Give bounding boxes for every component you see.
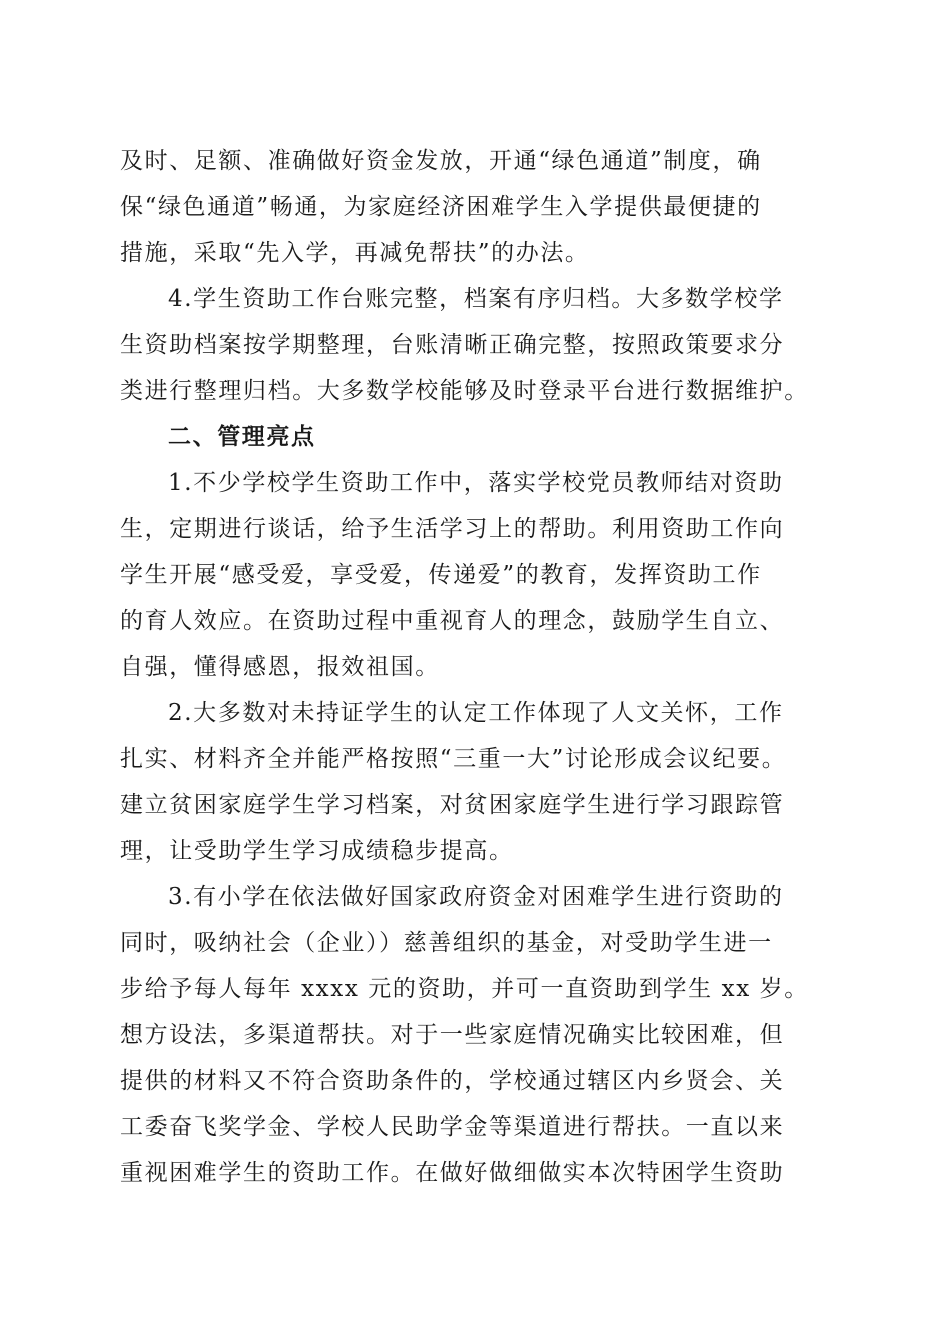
- section-heading: 二、管理亮点: [168, 424, 316, 450]
- text-line: 想方设法，多渠道帮扶。对于一些家庭情况确实比较困难，但: [120, 1022, 785, 1048]
- paragraph-start-line: 1.不少学校学生资助工作中，落实学校党员教师结对资助: [168, 470, 784, 496]
- document-body: [120, 138, 832, 1196]
- text-line: 类进行整理归档。大多数学校能够及时登录平台进行数据维护。: [120, 378, 809, 404]
- text-line: 重视困难学生的资助工作。在做好做细做实本次特困学生资助: [120, 1160, 785, 1186]
- text-line: 扎实、材料齐全并能严格按照“三重一大”讨论形成会议纪要。: [120, 746, 787, 772]
- paragraph-start-line: 3.有小学在依法做好国家政府资金对困难学生进行资助的: [168, 884, 784, 910]
- text-line: 理，让受助学生学习成绩稳步提高。: [120, 838, 514, 864]
- text-line: 保“绿色通道”畅通，为家庭经济困难学生入学提供最便捷的: [120, 194, 762, 220]
- text-line: 措施，采取“先入学，再减免帮扶”的办法。: [120, 240, 590, 266]
- paragraph-start-line: 2.大多数对未持证学生的认定工作体现了人文关怀，工作: [168, 700, 784, 726]
- text-line: 工委奋飞奖学金、学校人民助学金等渠道进行帮扶。一直以来: [120, 1114, 785, 1140]
- text-line: 同时，吸纳社会（企业））慈善组织的基金，对受助学生进一: [120, 930, 773, 956]
- text-line: 建立贫困家庭学生学习档案，对贫困家庭学生进行学习跟踪管: [120, 792, 785, 818]
- text-line: 及时、足额、准确做好资金发放，开通“绿色通道”制度，确: [120, 148, 762, 174]
- text-line: 学生开展“感受爱，享受爱，传递爱”的教育，发挥资助工作: [120, 562, 762, 588]
- text-line: 提供的材料又不符合资助条件的，学校通过辖区内乡贤会、关: [120, 1068, 785, 1094]
- text-line: 步给予每人每年 xxxx 元的资助，并可一直资助到学生 xx 岁。: [120, 976, 809, 1002]
- text-line: 生资助档案按学期整理，台账清晰正确完整，按照政策要求分: [120, 332, 785, 358]
- text-line: 生，定期进行谈话，给予生活学习上的帮助。利用资助工作向: [120, 516, 785, 542]
- text-line: 的育人效应。在资助过程中重视育人的理念，鼓励学生自立、: [120, 608, 785, 634]
- text-line: 自强，懂得感恩，报效祖国。: [120, 654, 440, 680]
- paragraph-start-line: 4.学生资助工作台账完整，档案有序归档。大多数学校学: [168, 286, 784, 312]
